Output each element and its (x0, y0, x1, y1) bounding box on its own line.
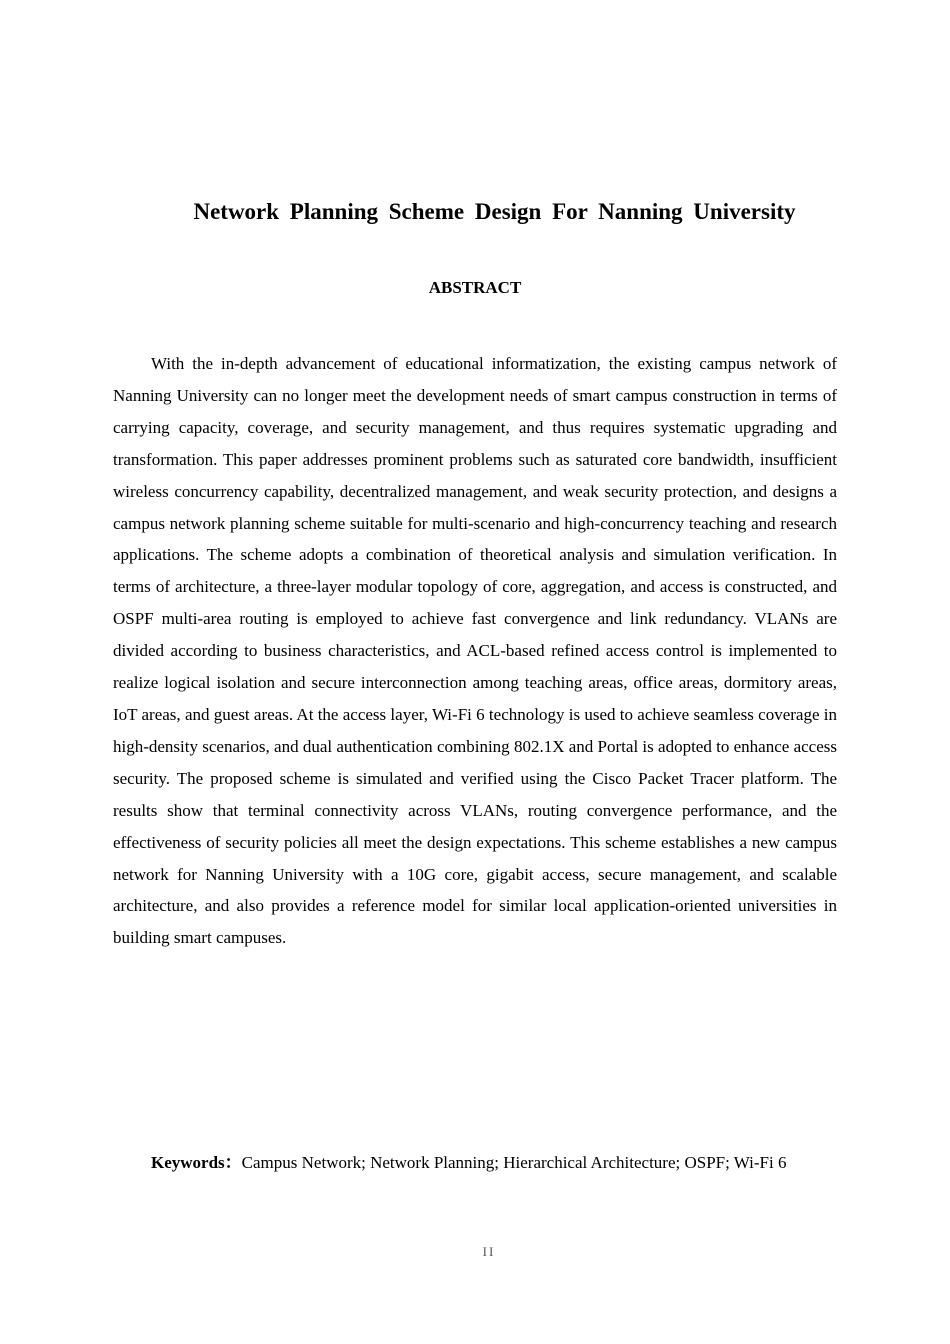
paper-title: Network Planning Scheme Design For Nanning University (193, 199, 796, 224)
page-number: II (482, 1244, 496, 1259)
keywords-paragraph (113, 1147, 837, 1179)
abstract-paragraph: With the in-depth advancement of educational informatization, the existing campus network of Nanning University can no longer meet the development needs of smart campus construction in terms of carrying capacity, coverage, and security management, and thus requires systematic upgrading and transformation. This paper addresses prominent problems such as saturated core bandwidth, insufficient wireless concurrency capability, decentralized management, and weak security protection, and designs a campus network planning scheme suitable for multi-scenario and high-concurrency teaching and research applications. The scheme adopts a combination of theoretical analysis and simulation verification. In terms of architecture, a three-layer modular topology of core, aggregation, and access is constructed, and OSPF multi-area routing is employed to achieve fast convergence and link redundancy. VLANs are divided according to business characteristics, and ACL-based refined access control is implemented to realize logical isolation and secure interconnection among teaching areas, office areas, dormitory areas, IoT areas, and guest areas. At the access layer, Wi-Fi 6 technology is used to achieve seamless coverage in high-density scenarios, and dual authentication combining 802.1X and Portal is adopted to enhance access security. The proposed scheme is simulated and verified using the Cisco Packet Tracer platform. The results show that terminal connectivity across VLANs, routing convergence performance, and the effectiveness of security policies all meet the design expectations. This scheme establishes a new campus network for Nanning University with a 10G core, gigabit access, secure management, and scalable architecture, and also provides a reference model for similar local application-oriented universities in building smart campuses. (113, 354, 837, 948)
keywords-list: Campus Network; Network Planning; Hierarchical Architecture; OSPF; Wi-Fi 6 (241, 1153, 787, 1172)
keywords-label: Keywords： (151, 1153, 242, 1172)
abstract-heading: ABSTRACT (428, 278, 522, 297)
